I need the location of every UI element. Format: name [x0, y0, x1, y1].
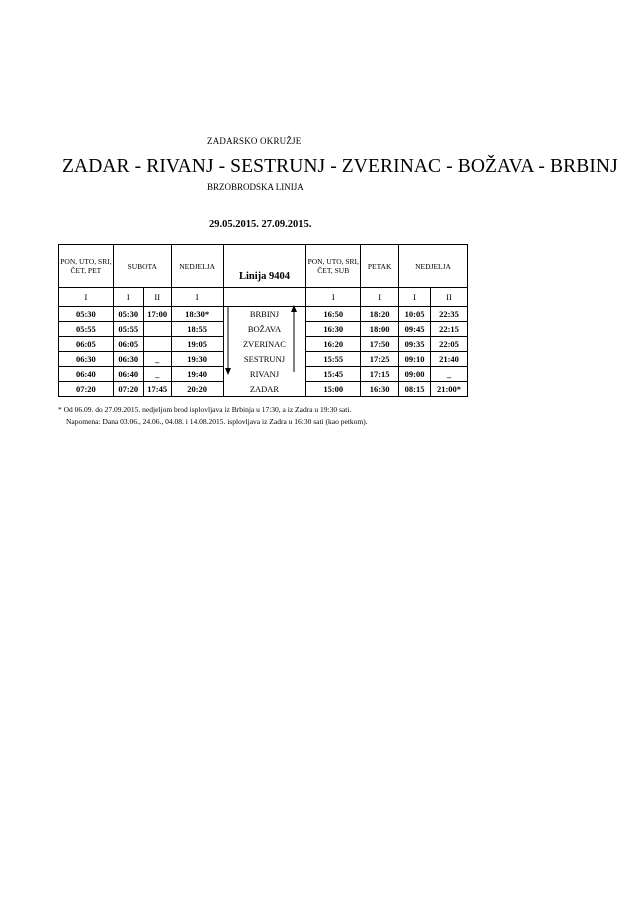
time-cell: 09:45: [399, 322, 431, 337]
time-cell: 09:00: [399, 367, 431, 382]
footnote: * Od 06.09. do 27.09.2015. nedjeljom brod isplovljava iz Brbinja u 17:30, a iz Zadra u 19:30 sati.: [58, 405, 352, 414]
time-cell: 05:30: [59, 307, 114, 322]
time-cell: _: [143, 367, 171, 382]
header-saturday-out: SUBOTA: [113, 245, 171, 288]
remark-note: Napomena: Dana 03.06., 24.06., 04.08. i 14.08.2015. isplovljava iz Zadra u 16:30 sati (kao petkom).: [66, 417, 368, 426]
down-arrow-icon: [225, 306, 231, 375]
time-cell: _: [431, 367, 468, 382]
time-cell: 22:35: [431, 307, 468, 322]
validity-period: 29.05.2015. 27.09.2015.: [209, 219, 312, 230]
time-cell: 06:30: [113, 352, 143, 367]
direction-arrows: [222, 298, 302, 378]
time-cell: 19:30: [171, 352, 223, 367]
time-cell: 17:00: [143, 307, 171, 322]
header-sunday-out: NEDJELJA: [171, 245, 223, 288]
county-label: ZADARSKO OKRUŽJE: [207, 136, 302, 146]
time-cell: _: [143, 352, 171, 367]
time-cell: 09:35: [399, 337, 431, 352]
time-cell: 06:40: [59, 367, 114, 382]
station-name: BOŽAVA: [223, 322, 306, 337]
time-cell: 06:30: [59, 352, 114, 367]
time-cell: 07:20: [113, 382, 143, 397]
subheader-cell: I: [361, 288, 399, 307]
time-cell: 22:15: [431, 322, 468, 337]
line-number: Linija 9404: [223, 245, 306, 288]
subheader-cell: I: [59, 288, 114, 307]
subheader-cell: I: [113, 288, 143, 307]
header-sunday-back: NEDJELJA: [399, 245, 468, 288]
time-cell: 08:15: [399, 382, 431, 397]
time-cell: 19:05: [171, 337, 223, 352]
time-cell: 18:55: [171, 322, 223, 337]
time-cell: 10:05: [399, 307, 431, 322]
time-cell: 21:00*: [431, 382, 468, 397]
subheader-cell: II: [431, 288, 468, 307]
time-cell: 05:55: [59, 322, 114, 337]
route-title: ZADAR - RIVANJ - SESTRUNJ - ZVERINAC - BOŽAVA - BRBINJ: [62, 156, 618, 177]
time-cell: 16:30: [306, 322, 361, 337]
subheader-cell: II: [143, 288, 171, 307]
time-cell: 20:20: [171, 382, 223, 397]
time-cell: 15:55: [306, 352, 361, 367]
time-cell: 15:45: [306, 367, 361, 382]
up-arrow-icon: [291, 305, 297, 372]
time-cell: 07:20: [59, 382, 114, 397]
time-cell: 17:25: [361, 352, 399, 367]
time-cell: 16:50: [306, 307, 361, 322]
subheader-cell: I: [399, 288, 431, 307]
subheader-cell: I: [306, 288, 361, 307]
header-weekdays-out: PON, UTO, SRI, ČET, PET: [59, 245, 114, 288]
time-cell: 21:40: [431, 352, 468, 367]
header-friday-back: PETAK: [361, 245, 399, 288]
station-name: ZVERINAC: [223, 337, 306, 352]
time-cell: 05:55: [113, 322, 143, 337]
time-cell: 17:45: [143, 382, 171, 397]
station-name: ZADAR: [223, 382, 306, 397]
time-cell: 16:30: [361, 382, 399, 397]
time-cell: 09:10: [399, 352, 431, 367]
time-cell: 18:30*: [171, 307, 223, 322]
time-cell: 17:15: [361, 367, 399, 382]
line-type-label: BRZOBRODSKA LINIJA: [207, 182, 304, 192]
time-cell: 05:30: [113, 307, 143, 322]
time-cell: 06:40: [113, 367, 143, 382]
time-cell: 16:20: [306, 337, 361, 352]
subheader-cell: I: [171, 288, 223, 307]
table-row: [59, 382, 468, 397]
time-cell: 18:00: [361, 322, 399, 337]
time-cell: 19:40: [171, 367, 223, 382]
header-row: [59, 245, 468, 288]
time-cell: 22:05: [431, 337, 468, 352]
station-name: SESTRUNJ: [223, 352, 306, 367]
time-cell: 15:00: [306, 382, 361, 397]
time-cell: [143, 322, 171, 337]
station-name: BRBINJ: [223, 307, 306, 322]
time-cell: 06:05: [113, 337, 143, 352]
time-cell: 18:20: [361, 307, 399, 322]
station-name: RIVANJ: [223, 367, 306, 382]
time-cell: [143, 337, 171, 352]
time-cell: 17:50: [361, 337, 399, 352]
time-cell: 06:05: [59, 337, 114, 352]
header-weekdays-back: PON, UTO, SRI, ČET, SUB: [306, 245, 361, 288]
